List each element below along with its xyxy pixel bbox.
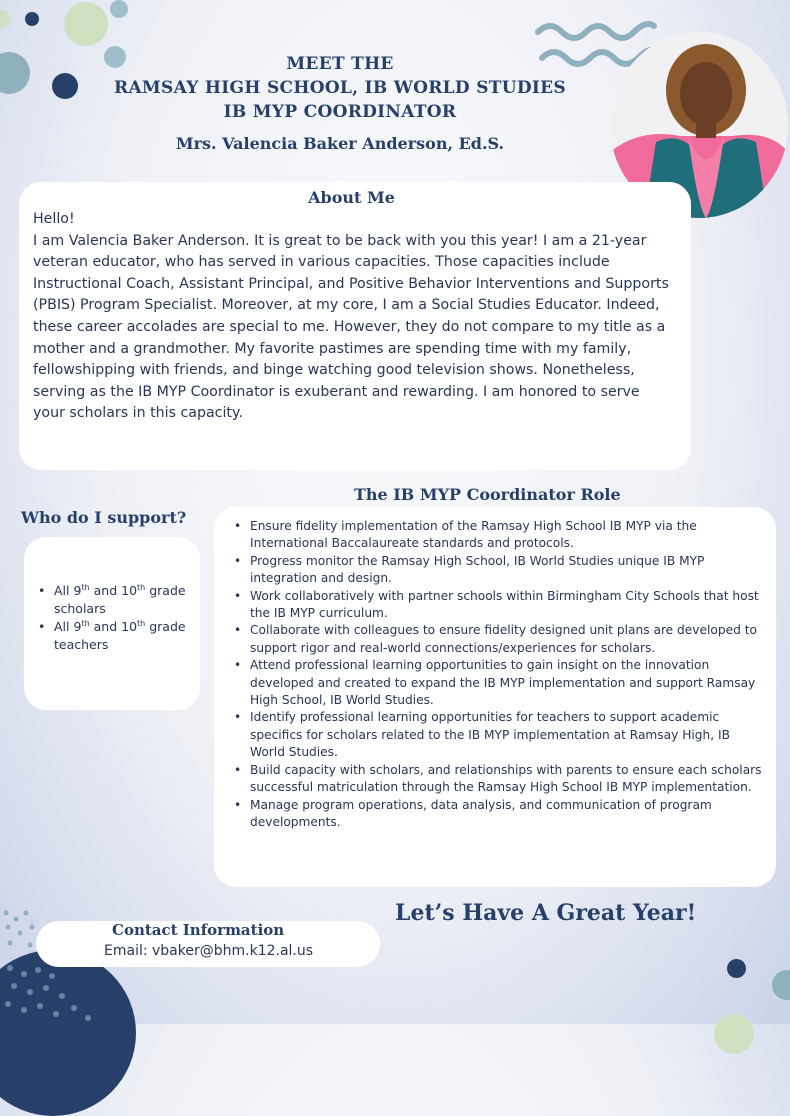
role-item: • Attend professional learning opportunities to gain insight on the innovation developed and created to expand the IB MYP implementation and support Ramsay High School, IB World Studies. <box>232 657 762 709</box>
header-line-2: RAMSAY HIGH SCHOOL, IB WORLD STUDIES <box>114 78 566 98</box>
role-item: • Collaborate with colleagues to ensure fidelity designed unit plans are developed to support rigor and real-world connections/experiences for scholars. <box>232 622 762 657</box>
closing-message: Let’s Have A Great Year! <box>395 900 697 926</box>
support-list <box>36 582 196 654</box>
decor-dot-teal-large <box>0 52 30 94</box>
page-header <box>60 52 620 124</box>
role-item: • Build capacity with scholars, and relationships with parents to ensure each scholars successful matriculation through the Ramsay High School IB MYP implementation. <box>232 762 762 797</box>
decor-dot-navy-small <box>25 12 39 26</box>
coordinator-name: Mrs. Valencia Baker Anderson, Ed.S. <box>175 134 505 153</box>
contact-email[interactable]: Email: vbaker@bhm.k12.al.us <box>104 943 314 959</box>
role-item: • Work collaboratively with partner schools within Birmingham City Schools that host the IB MYP curriculum. <box>232 588 762 623</box>
about-body <box>33 209 673 425</box>
header-line-1: MEET THE <box>286 54 394 74</box>
header-line-3: IB MYP COORDINATOR <box>223 102 457 122</box>
role-title: The IB MYP Coordinator Role <box>354 485 621 504</box>
role-item: • Manage program operations, data analysis, and communication of program developments. <box>232 797 762 832</box>
support-item-teachers: • All 9th and 10th grade teachers <box>36 618 196 653</box>
about-greeting: Hello! <box>33 211 75 227</box>
about-text: I am Valencia Baker Anderson. It is great to be back with you this year! I am a 21-year veteran educator, who has served in various capacities. Those capacities include Instructional Coach, Assistant Principal, and Positive Behavior Interventions and Supports (PBIS) Program Specialist. Moreover, at my core, I am a Social Studies Educator. Indeed, these career accolades are special to me. However, they do not compare to my title as a mother and a grandmother. My favorite pastimes are spending time with my family, fellowshipping with friends, and binge watching good television shows. Nonetheless, serving as the IB MYP Coordinator is exuberant and rewarding. I am honored to serve your scholars in this capacity. <box>33 232 669 422</box>
role-item: • Identify professional learning opportunities for teachers to support academic specifics for scholars related to the IB MYP implementation at Ramsay High, IB World Studies. <box>232 709 762 761</box>
role-item: • Ensure fidelity implementation of the Ramsay High School IB MYP via the International Baccalaureate standards and protocols. <box>232 518 762 553</box>
support-item-scholars: • All 9th and 10th grade scholars <box>36 582 196 617</box>
contact-title: Contact Information <box>112 921 285 939</box>
role-item: • Progress monitor the Ramsay High School, IB World Studies unique IB MYP integration and design. <box>232 553 762 588</box>
decor-dot-teal-small <box>110 0 128 18</box>
dotted-overlay-decoration <box>0 958 110 1024</box>
decor-dot-navy-bottom <box>727 959 746 978</box>
role-list <box>232 518 762 831</box>
decor-dot-teal-bottom <box>772 970 790 1000</box>
decor-dot-sage-large <box>64 2 108 46</box>
decor-dot-sage-edge <box>0 10 10 28</box>
support-title: Who do I support? <box>21 508 187 527</box>
about-title: About Me <box>308 188 395 207</box>
decor-dot-sage-bottom <box>714 1014 754 1054</box>
